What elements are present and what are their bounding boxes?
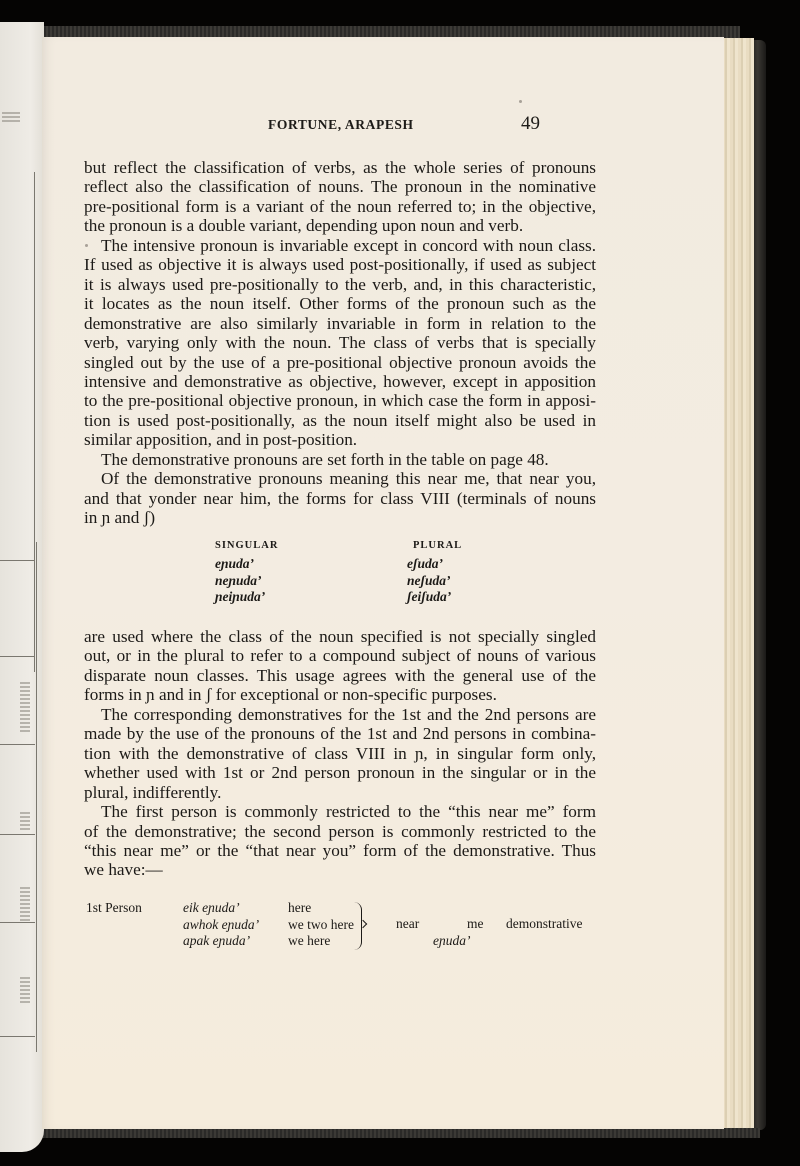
paragraph <box>84 158 596 236</box>
plural-form: ʃeiʃuda’ <box>407 589 452 604</box>
text-line: in ɲ and ʃ) <box>84 508 156 528</box>
text-line: tion with the demonstrative of class VIII in ɲ, in singular form only, <box>84 743 596 763</box>
text-line: The intensive pronoun is invariable except in concord with noun class. <box>101 235 596 255</box>
page-number: 49 <box>521 113 540 134</box>
facing-page-text-fragment <box>20 812 30 832</box>
paragraph <box>84 236 596 450</box>
summary-form-cell <box>433 933 471 950</box>
text-line: out, or in the plural to refer to a compound subject of nouns of various <box>84 646 596 666</box>
text-line: verb, varying only with the noun. The class of verbs that is specially <box>84 333 596 353</box>
text-line: The demonstrative pronouns are set forth in the table on page 48. <box>101 449 549 469</box>
plural-column <box>407 540 462 606</box>
paragraph <box>84 627 596 705</box>
text-line: disparate noun classes. This usage agrees with the general use of the <box>84 665 596 685</box>
singular-column <box>215 540 278 606</box>
facing-page-rule <box>0 744 35 745</box>
book-cover-bottom-edge <box>40 1128 760 1138</box>
text-line: plural, indifferently. <box>84 782 222 802</box>
person-label-cell <box>86 900 142 917</box>
text-line: it locates as the noun itself. Other forms of the pronoun such as the <box>84 294 596 314</box>
forms-cell <box>183 900 259 950</box>
facing-page-rule <box>0 834 35 835</box>
paragraph <box>84 802 596 880</box>
facing-page-text-fragment <box>20 682 30 732</box>
text-line: and that yonder near him, the forms for class VIII (terminals of nouns <box>84 488 596 508</box>
running-head <box>0 113 800 137</box>
summary-word: near <box>396 916 420 931</box>
paradigm-form: apak eɲuda’ <box>183 933 251 948</box>
text-line: The corresponding demonstratives for the 1st and the 2nd persons are <box>101 704 596 724</box>
running-title: FORTUNE, ARAPESH <box>268 117 414 132</box>
paragraph <box>84 705 596 802</box>
text-line: whether used with 1st or 2nd person pronoun in the singular or in the <box>84 763 596 783</box>
plural-header: PLURAL <box>413 540 463 551</box>
facing-page-rule <box>0 1036 35 1037</box>
paradigm-gloss: here <box>288 900 312 915</box>
text-line: “this near me” or the “that near you” form of the demonstrative. Thus <box>84 840 596 860</box>
singular-form: neɲuda’ <box>215 572 262 588</box>
summary-form: eɲuda’ <box>433 933 471 948</box>
paradigm-form: eik eɲuda’ <box>183 900 240 915</box>
summary-word: demonstrative <box>506 916 583 931</box>
facing-page-rule <box>0 656 35 657</box>
text-line: singled out by the use of a pre-positional objective pronoun avoids the <box>84 352 596 372</box>
text-line: The first person is commonly restricted to the “this near me” form <box>101 802 596 822</box>
text-line: the pronoun is a double variant, depending upon noun and verb. <box>84 216 524 236</box>
singular-header: SINGULAR <box>215 540 279 551</box>
singular-form: ɲeiɲuda’ <box>215 589 266 604</box>
facing-page-text-fragment <box>20 977 30 1005</box>
text-line: made by the use of the pronouns of the 1st and 2nd persons in combina- <box>84 724 596 744</box>
glosses-cell <box>288 900 354 950</box>
text-line: Of the demonstrative pronouns meaning this near me, that near you, <box>101 469 596 489</box>
paradigm-gloss: we two here <box>288 916 354 932</box>
text-line: to the pre-positional objective pronoun, in which case the form in apposi- <box>84 391 596 411</box>
text-line: it is always used pre-positionally to the verb, and, in this characteristic, <box>84 274 596 294</box>
summary-word: me <box>467 916 484 931</box>
paradigm-gloss: we here <box>288 933 331 948</box>
paper-speck <box>519 100 522 103</box>
text-line: forms in ɲ and in ʃ for exceptional or non-specific purposes. <box>84 685 497 705</box>
singular-form: eɲuda’ <box>215 556 255 571</box>
text-line: but reflect the classification of verbs, as the whole series of pronouns <box>84 158 596 177</box>
text-line: similar apposition, and in post-position. <box>84 430 358 450</box>
plural-form: neʃuda’ <box>407 572 451 588</box>
summary-word-me <box>467 916 484 933</box>
plural-form: eʃuda’ <box>407 556 443 571</box>
text-line: If used as objective it is always used post-positionally, if used as subject <box>84 255 596 275</box>
text-line: tion is used post-positionally, as the noun itself might also be used in <box>84 410 596 430</box>
text-line: of the demonstrative; the second person is commonly restricted to the <box>84 821 596 841</box>
body-text-bottom <box>84 627 596 880</box>
text-line: reflect also the classification of nouns. The pronoun in the nominative <box>84 177 596 197</box>
summary-word-near <box>396 916 419 933</box>
text-line: are used where the class of the noun specified is not specially singled <box>84 627 596 646</box>
paragraph <box>84 469 596 527</box>
first-person-paradigm <box>0 900 800 960</box>
paradigm-form: awhok eɲuda’ <box>183 916 260 932</box>
text-line: we have:— <box>84 860 163 880</box>
paragraph <box>84 450 596 469</box>
person-label: 1st Person <box>86 900 142 915</box>
text-line: pre-positional form is a variant of the noun referred to; in the objective, <box>84 196 596 216</box>
text-line: intensive and demonstrative as objective, however, except in apposition <box>84 371 596 391</box>
body-text-top <box>84 158 596 528</box>
summary-word-demonstrative <box>506 916 582 933</box>
demonstrative-forms-table <box>0 540 800 620</box>
text-line: demonstrative are also similarly invariable in form in relation to the <box>84 313 596 333</box>
